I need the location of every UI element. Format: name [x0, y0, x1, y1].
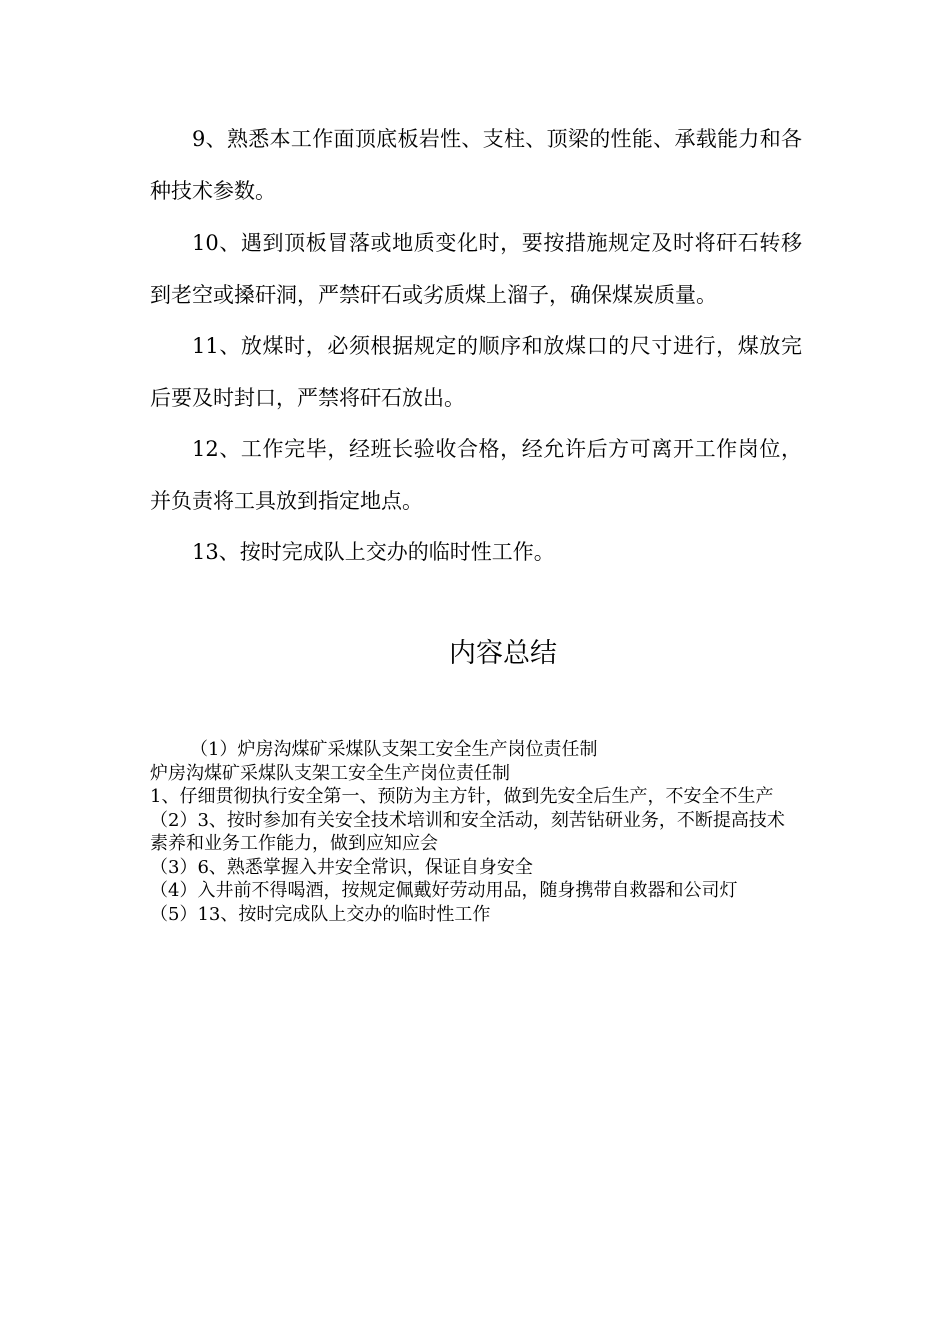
- summary-line-1: （1）炉房沟煤矿采煤队支架工安全生产岗位责任制: [190, 739, 598, 760]
- summary-block: [150, 738, 800, 926]
- paragraph-item-10: 10、遇到顶板冒落或地质变化时，要按措施规定及时将矸石转移到老空或搡矸洞，严禁矸石或劣质煤上溜子，确保煤炭质量。: [150, 231, 802, 307]
- paragraph-item-13: 13、按时完成队上交办的临时性工作。: [192, 540, 555, 564]
- summary-line-6: （4）入井前不得喝酒，按规定佩戴好劳动用品，随身携带自救器和公司灯: [150, 880, 738, 901]
- summary-line-2: 炉房沟煤矿采煤队支架工安全生产岗位责任制: [150, 762, 510, 784]
- paragraph-item-9: 9、熟悉本工作面顶底板岩性、支柱、顶梁的性能、承载能力和各种技术参数。: [150, 127, 802, 203]
- summary-line-7: （5）13、按时完成队上交办的临时性工作: [150, 903, 491, 925]
- paragraph-item-11: 11、放煤时，必须根据规定的顺序和放煤口的尺寸进行，煤放完后要及时封口，严禁将矸石放出。: [150, 334, 802, 410]
- summary-heading: 内容总结: [449, 638, 557, 669]
- paragraph-item-12: 12、工作完毕，经班长验收合格，经允许后方可离开工作岗位，并负责将工具放到指定地点。: [150, 437, 802, 513]
- summary-line-3: 1、仔细贯彻执行安全第一、预防为主方针，做到先安全后生产，不安全不生产: [150, 786, 774, 807]
- summary-line-5: （3）6、熟悉掌握入井安全常识，保证自身安全: [150, 856, 533, 878]
- summary-line-4: （2）3、按时参加有关安全技术培训和安全活动，刻苦钻研业务，不断提高技术素养和业务工作能力，做到应知应会: [150, 809, 785, 854]
